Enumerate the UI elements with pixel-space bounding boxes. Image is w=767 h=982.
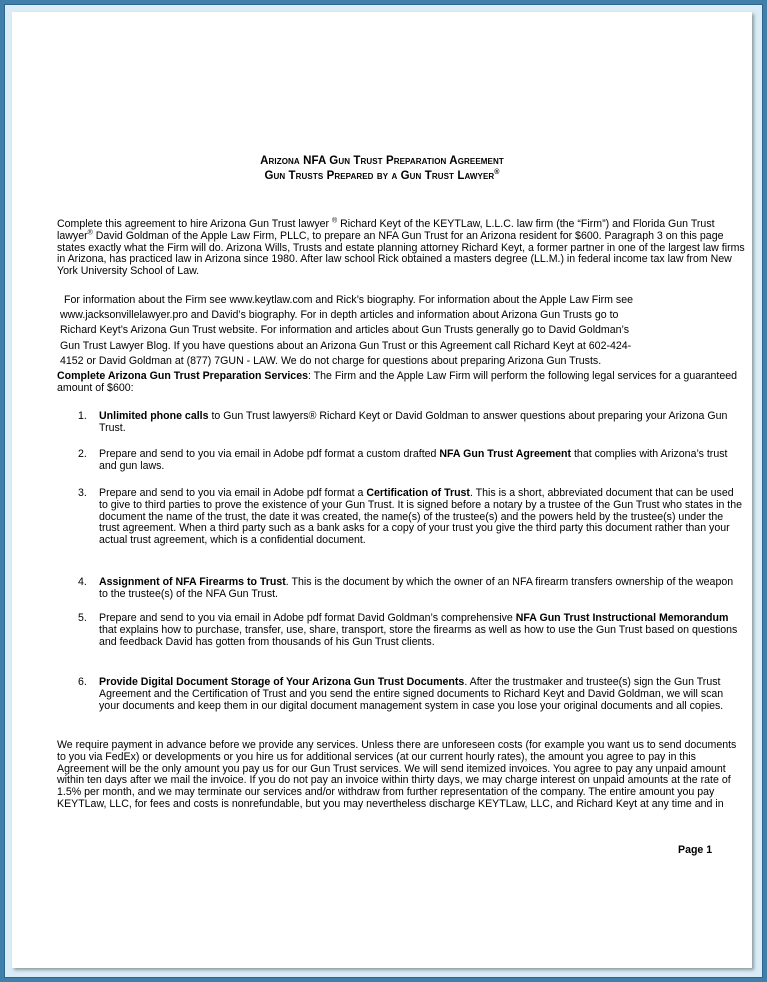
intro-text-2: Richard Keyt of the KEYTLaw, L.L.C. law firm (the “Firm”) and Florida Gun Trust lawyer <box>57 218 715 242</box>
info-line-3: Richard Keyt’s Arizona Gun Trust website. For information and articles about Gun Trusts generally go to David Goldman’s <box>60 324 630 336</box>
registered-mark: ® <box>494 169 500 176</box>
info-line-2: www.jacksonvillelawyer.pro and David’s biography. For in depth articles and information about Arizona Gun Trusts go to <box>60 309 619 321</box>
payment-paragraph: We require payment in advance before we provide any services. Unless there are unforeseen costs (for example you want us to send documents to you via FedEx) or developments or you hire us for additional services (at our current hourly rates), the amount you agree to pay in this Agreement will be the only amount you pay us for our Gun Trust services. We will send itemized invoices. You agree to pay any unpaid amount within ten days after we mail the invoice. If you do not pay an invoice within thirty days, we may charge interest on unpaid amounts at the rate of 1.5% per month, and we may terminate our services and/or withdraw from further representation of the company. The entire amount you pay KEYTLaw, LLC, for fees and costs is nonrefundable, but you may nevertheless discharge KEYTLaw, LLC, and Richard Keyt at any time and in <box>57 739 737 810</box>
item-text: that explains how to purchase, transfer, use, share, transport, store the firearms as well as how to use the Gun Trust based on questions and feedback David has gotten from thousands of his Gun Trust clients. <box>99 623 738 648</box>
item-number: 6. <box>78 676 87 688</box>
document-frame <box>4 4 763 978</box>
list-item <box>99 411 744 435</box>
list-item <box>99 449 744 473</box>
document-subtitle <box>12 169 752 182</box>
item-text: that complies with Arizona’s trust and gun laws. <box>99 448 728 472</box>
document-title: Arizona NFA Gun Trust Preparation Agreement <box>260 155 504 167</box>
item-number: 2. <box>78 448 87 460</box>
item-number: 3. <box>78 487 87 499</box>
item-text-pre: Prepare and send to you via email in Adobe pdf format a <box>99 487 367 499</box>
item-number: 5. <box>78 612 87 624</box>
list-item <box>99 613 744 648</box>
registered-mark: ® <box>87 229 93 237</box>
item-text: . This is the document by which the owner of an NFA firearm transfers ownership of the weapon to the trustee(s) of the NFA Gun Trust. <box>99 576 734 600</box>
item-text: to Gun Trust lawyers® Richard Keyt or David Goldman to answer questions about preparing your Arizona Gun Trust. <box>99 410 728 434</box>
services-heading: Complete Arizona Gun Trust Preparation Services <box>57 370 308 382</box>
document-page <box>12 12 752 968</box>
item-text: . After the trustmaker and trustee(s) sign the Gun Trust Agreement and the Certification of Trust and you send the entire signed documents to Richard Keyt and David Goldman, we will scan your documents and keep them in our digital document management system in case you lose your original documents and all copies. <box>99 676 724 712</box>
item-number: 4. <box>78 576 87 588</box>
intro-paragraph <box>57 219 747 278</box>
item-bold: NFA Gun Trust Instructional Memorandum <box>515 612 729 624</box>
info-line-1: For information about the Firm see www.keytlaw.com and Rick’s biography. For information about the Apple Law Firm see <box>64 294 633 306</box>
page-number: Page 1 <box>678 844 713 856</box>
item-text-pre: Prepare and send to you via email in Adobe pdf format a custom drafted <box>99 448 440 460</box>
subtitle-text: Gun Trusts Prepared by a Gun Trust Lawyer <box>264 169 495 182</box>
services-text: : The Firm and the Apple Law Firm will perform the following legal services for a guaranteed amount of $600: <box>57 370 738 394</box>
item-bold: Certification of Trust <box>366 487 470 499</box>
list-item <box>99 577 744 601</box>
intro-text-1: Complete this agreement to hire Arizona Gun Trust lawyer <box>57 218 330 230</box>
item-bold: Assignment of NFA Firearms to Trust <box>99 576 286 588</box>
item-text-pre: Prepare and send to you via email in Adobe pdf format David Goldman’s comprehensive <box>99 612 516 624</box>
list-item <box>99 677 744 712</box>
item-bold: Unlimited phone calls <box>99 410 209 422</box>
services-paragraph <box>57 371 747 395</box>
item-text: . This is a short, abbreviated document that can be used to give to third parties to prove the existence of your Gun Trust. It is signed before a notary by a trustee of the Gun Trust who states in the document the name of the trust, the date it was created, the name(s) of the trustee(s) and the powers held by the trustee(s) under the trust agreement. When a third party such as a bank asks for a copy of your trust you give the third party this document rather than your actual trust agreement, which is a confidential document. <box>99 487 743 547</box>
item-bold: Provide Digital Document Storage of Your Arizona Gun Trust Documents <box>99 676 465 688</box>
info-line-5: 4152 or David Goldman at (877) 7GUN - LAW. We do not charge for questions about preparing Arizona Gun Trusts. <box>60 355 602 367</box>
item-bold: NFA Gun Trust Agreement <box>439 448 572 460</box>
item-number: 1. <box>78 410 87 422</box>
list-item <box>99 488 744 547</box>
intro-text-3: David Goldman of the Apple Law Firm, PLLC, to prepare an NFA Gun Trust for an Arizona resident for $600. Paragraph 3 on this page states exactly what the Firm will do. Arizona Wills, Trusts and estate planning attorney Richard Keyt, a former partner in one of the largest law firms in Arizona, has practiced law in Arizona since 1980. After law school Rick obtained a masters degree (LL.M.) in federal income tax law from New York University School of Law. <box>57 229 745 278</box>
info-line-4: Gun Trust Lawyer Blog. If you have questions about an Arizona Gun Trust or this Agreement call Richard Keyt at 602-424- <box>60 340 632 352</box>
registered-mark: ® <box>332 217 338 225</box>
